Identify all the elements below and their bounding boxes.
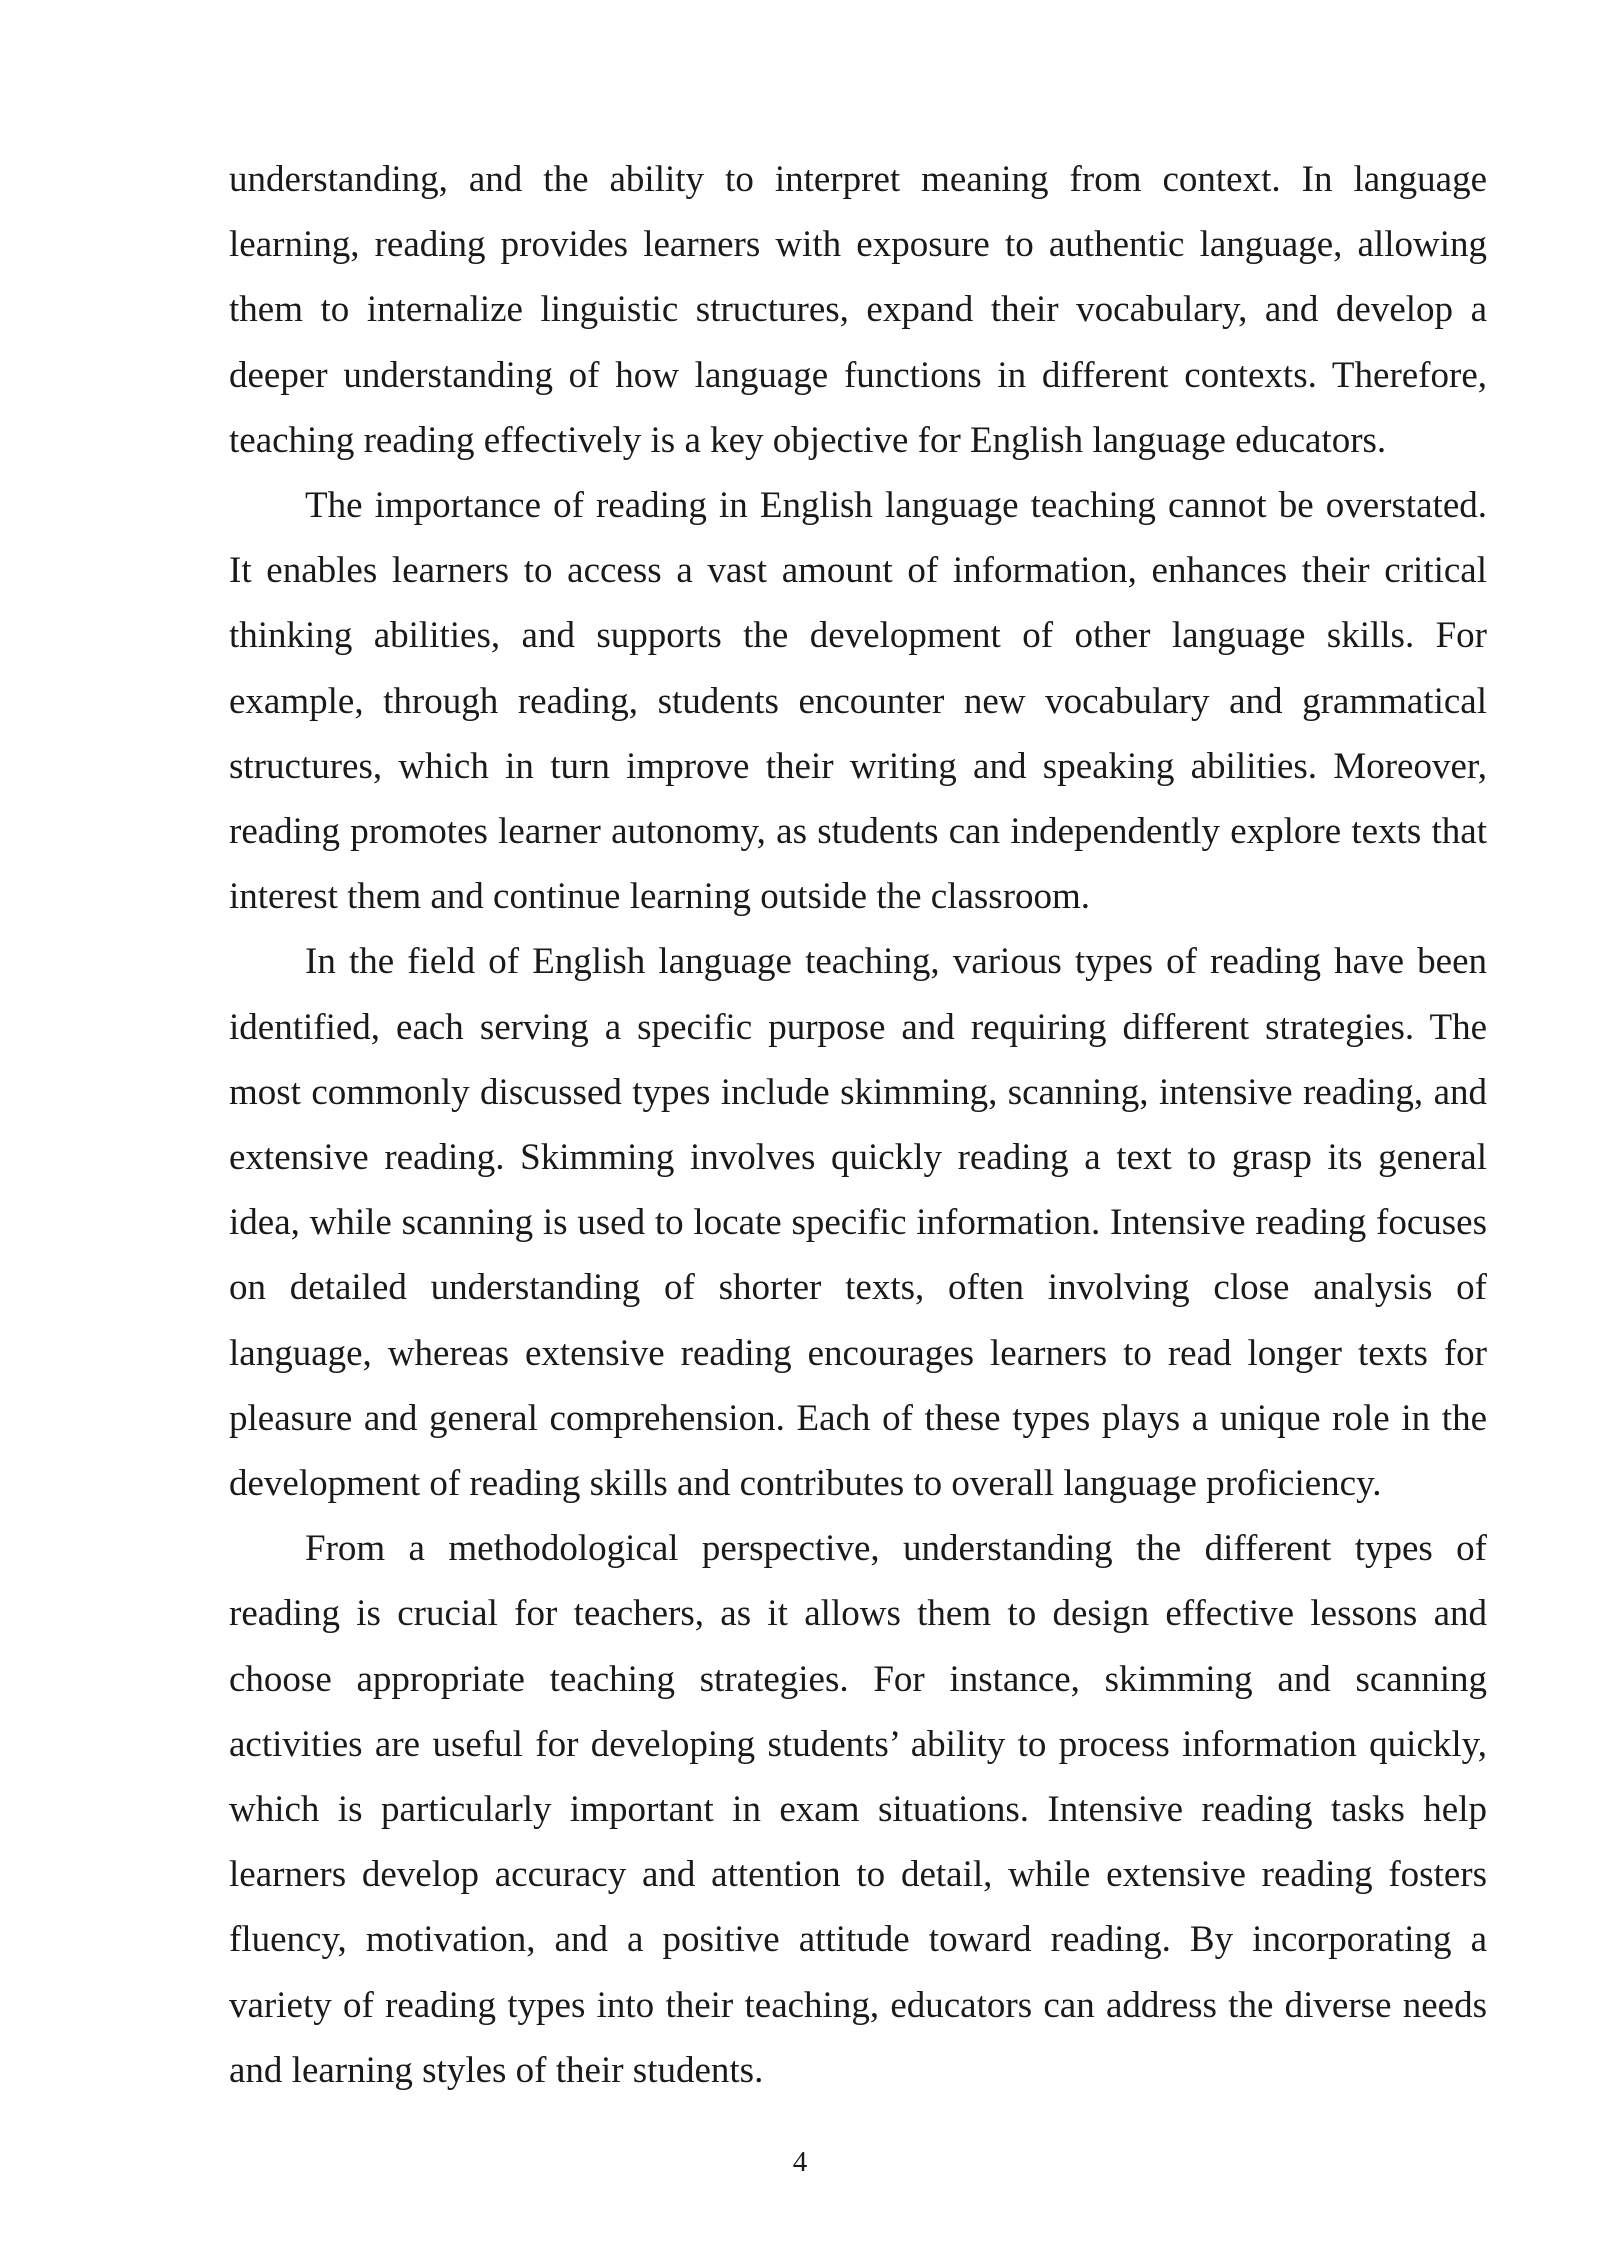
page-number: 4 [792,2146,808,2178]
paragraph-importance-of-reading: The importance of reading in English language teaching cannot be overstated. It enables learners to access a vast amount of information, enhances their critical thinking abilities, and supports the development of other language skills. For example, through reading, students encounter new vocabulary and grammatical structures, which in turn improve their writing and speaking abilities. Moreover, reading promotes learner autonomy, as students can independently explore texts that interest them and continue learning outside the classroom. [229,485,1487,918]
paragraph-types-of-reading: In the field of English language teaching, various types of reading have been identified, each serving a specific purpose and requiring different strategies. The most commonly discussed types include skimming, scanning, intensive reading, and extensive reading. Skimming involves quickly reading a text to grasp its general idea, while scanning is used to locate specific information. Intensive reading focuses on detailed understanding of shorter texts, often involving close analysis of language, whereas extensive reading encourages learners to read longer texts for pleasure and general comprehension. Each of these types plays a unique role in the development of reading skills and contributes to overall language proficiency. [229,941,1487,1505]
body-text [229,147,1487,2103]
paragraph-methodological-perspective: From a methodological perspective, understanding the different types of reading is crucial for teachers, as it allows them to design effective lessons and choose appropriate teaching strategies. For instance, skimming and scanning activities are useful for developing students’ ability to process information quickly, which is particularly important in exam situations. Intensive reading tasks help learners develop accuracy and attention to detail, while extensive reading fosters fluency, motivation, and a positive attitude toward reading. By incorporating a variety of reading types into their teaching, educators can address the diverse needs and learning styles of their students. [229,1528,1487,2091]
paragraph-continued: understanding, and the ability to interpret meaning from context. In language learning, reading provides learners with exposure to authentic language, allowing them to internalize linguistic structures, expand their vocabulary, and develop a deeper understanding of how language functions in different contexts. Therefore, teaching reading effectively is a key objective for English language educators. [229,159,1487,461]
